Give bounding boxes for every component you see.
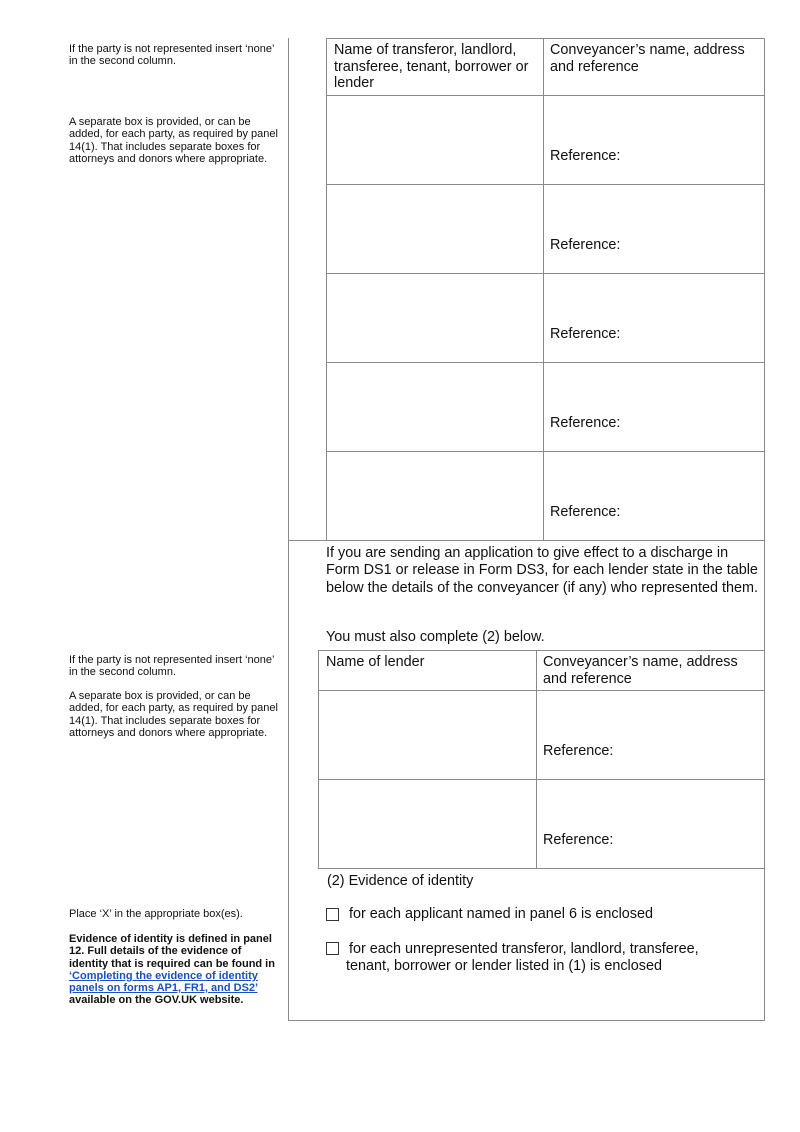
party-name-field-2[interactable] xyxy=(327,185,543,273)
lender-name-field-1[interactable] xyxy=(319,691,536,779)
reference-label: Reference: xyxy=(543,832,614,848)
lender-name-field-2[interactable] xyxy=(319,780,536,868)
reference-label: Reference: xyxy=(550,237,621,253)
left-panel-border xyxy=(288,38,289,1021)
party-conveyancer-field-5[interactable] xyxy=(544,452,764,540)
note-separate-box-1: A separate box is provided, or can be added, for each party, as required by panel 14(1). That includes separate boxes for attorneys and donors where appropriate. xyxy=(69,116,278,165)
right-panel-border xyxy=(764,540,765,1021)
section-divider xyxy=(288,540,765,541)
applicant-evidence-label: for each applicant named in panel 6 is enclosed xyxy=(349,906,654,922)
note-place-x: Place ‘X’ in the appropriate box(es). xyxy=(69,908,243,920)
note-evidence-suffix: available on the GOV.UK website. xyxy=(69,994,244,1007)
party-name-field-4[interactable] xyxy=(327,363,543,451)
party-name-field-5[interactable] xyxy=(327,452,543,540)
unrepresented-evidence-label: for each unrepresented transferor, landlord, transferee, tenant, borrower or lender listed in (1) is enclosed xyxy=(346,941,699,975)
lender-conveyancer-field-1[interactable] xyxy=(537,691,764,779)
party-name-field-3[interactable] xyxy=(327,274,543,362)
party-name-field-1[interactable] xyxy=(327,96,543,184)
note-not-represented-1: If the party is not represented insert ‘none’ in the second column. xyxy=(69,43,275,68)
party-conveyancer-field-2[interactable] xyxy=(544,185,764,273)
reference-label: Reference: xyxy=(543,743,614,759)
parties-table-header-conveyancer: Conveyancer’s name, address and reference xyxy=(550,42,745,75)
parties-table-header-name: Name of transferor, landlord, transferee, tenant, borrower or lender xyxy=(334,42,529,92)
party-conveyancer-field-4[interactable] xyxy=(544,363,764,451)
reference-label: Reference: xyxy=(550,504,621,520)
lenders-table-header-conveyancer: Conveyancer’s name, address and reference xyxy=(543,654,738,687)
evidence-guidance-link[interactable]: ‘Completing the evidence of identity panels on forms AP1, FR1, and DS2’ xyxy=(69,969,258,995)
applicant-evidence-checkbox[interactable] xyxy=(326,908,339,921)
unrepresented-evidence-checkbox[interactable] xyxy=(326,942,339,955)
discharge-instruction: If you are sending an application to give effect to a discharge in Form DS1 or release in Form DS3, for each lender state in the table below the details of the conveyancer (if any) who represented them. xyxy=(326,545,758,596)
panel-bottom-border xyxy=(288,1020,765,1021)
party-conveyancer-field-1[interactable] xyxy=(544,96,764,184)
note-not-represented-2: If the party is not represented insert ‘none’ in the second column. xyxy=(69,654,275,679)
evidence-heading: (2) Evidence of identity xyxy=(327,873,474,889)
reference-label: Reference: xyxy=(550,148,621,164)
lenders-table-header-name: Name of lender xyxy=(326,654,425,670)
reference-label: Reference: xyxy=(550,415,621,431)
party-conveyancer-field-3[interactable] xyxy=(544,274,764,362)
reference-label: Reference: xyxy=(550,326,621,342)
discharge-also-complete: You must also complete (2) below. xyxy=(326,629,545,645)
note-evidence-definition xyxy=(69,933,281,1007)
note-evidence-prefix: Evidence of identity is defined in panel 12. Full details of the evidence of identity that is required can be found in xyxy=(69,933,275,970)
note-separate-box-2: A separate box is provided, or can be added, for each party, as required by panel 14(1). That includes separate boxes for attorneys and donors where appropriate. xyxy=(69,690,278,739)
lender-conveyancer-field-2[interactable] xyxy=(537,780,764,868)
